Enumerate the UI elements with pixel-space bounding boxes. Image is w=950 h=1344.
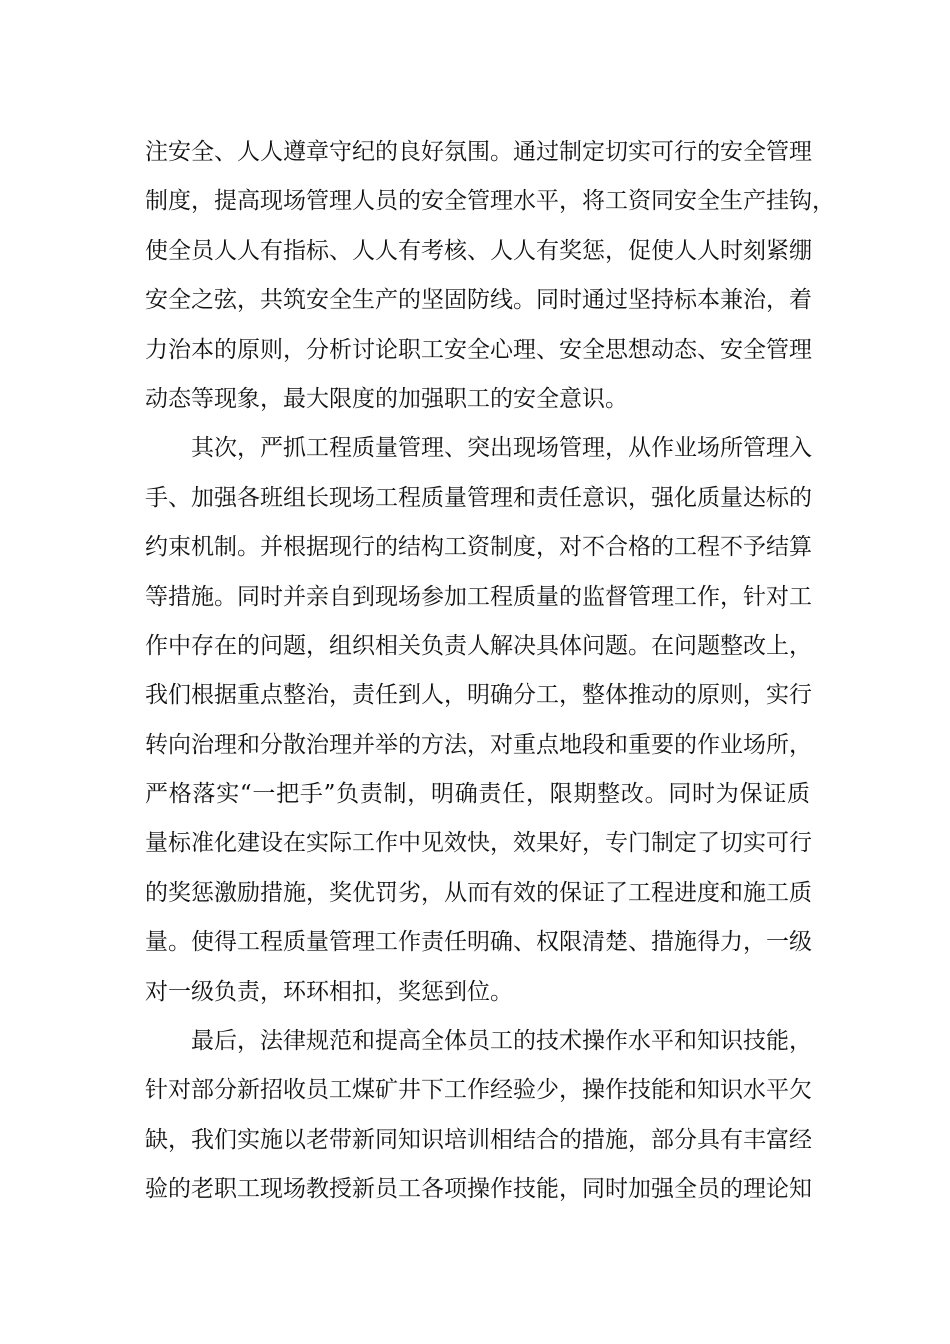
paragraph-line: 缺，我们实施以老带新同知识培训相结合的措施，部分具有丰富经 (145, 1126, 812, 1153)
paragraph-line: 其次，严抓工程质量管理、突出现场管理，从作业场所管理入 (191, 435, 812, 462)
paragraph-line: 验的老职工现场教授新员工各项操作技能，同时加强全员的理论知 (145, 1176, 812, 1203)
paragraph-line: 针对部分新招收员工煤矿井下工作经验少，操作技能和知识水平欠 (145, 1077, 812, 1104)
paragraph-line: 制度，提高现场管理人员的安全管理水平，将工资同安全生产挂钩， (145, 188, 835, 215)
paragraph-2 (145, 424, 810, 1017)
paragraph-line: 作中存在的问题，组织相关负责人解决具体问题。在问题整改上， (145, 632, 812, 659)
body-text (145, 128, 835, 1215)
paragraph-1 (145, 128, 835, 424)
paragraph-3 (145, 1017, 810, 1215)
paragraph-line: 量标准化建设在实际工作中见效快，效果好，专门制定了切实可行 (145, 830, 812, 857)
paragraph-line: 约束机制。并根据现行的结构工资制度，对不合格的工程不予结算 (145, 534, 812, 561)
paragraph-line: 动态等现象，最大限度的加强职工的安全意识。 (145, 385, 628, 412)
paragraph-line: 注安全、人人遵章守纪的良好氛围。通过制定切实可行的安全管理 (145, 139, 812, 165)
paragraph-line: 力治本的原则，分析讨论职工安全心理、安全思想动态、安全管理 (145, 336, 812, 363)
paragraph-line: 使全员人人有指标、人人有考核、人人有奖惩，促使人人时刻紧绷 (145, 237, 812, 264)
paragraph-line: 量。使得工程质量管理工作责任明确、权限清楚、措施得力，一级 (145, 929, 812, 956)
paragraph-line: 对一级负责，环环相扣，奖惩到位。 (145, 978, 513, 1005)
paragraph-line: 等措施。同时并亲自到现场参加工程质量的监督管理工作，针对工 (145, 583, 812, 610)
paragraph-line: 转向治理和分散治理并举的方法，对重点地段和重要的作业场所， (145, 731, 812, 758)
paragraph-line: 手、加强各班组长现场工程质量管理和责任意识，强化质量达标的 (145, 484, 812, 511)
paragraph-line: 安全之弦，共筑安全生产的坚固防线。同时通过坚持标本兼治，着 (145, 287, 812, 314)
paragraph-line: 的奖惩激励措施，奖优罚劣，从而有效的保证了工程进度和施工质 (145, 879, 812, 906)
paragraph-line: 我们根据重点整治，责任到人，明确分工，整体推动的原则，实行 (145, 682, 812, 709)
paragraph-line: 严格落实“一把手”负责制，明确责任，限期整改。同时为保证质 (145, 781, 810, 808)
paragraph-line: 最后，法律规范和提高全体员工的技术操作水平和知识技能， (191, 1028, 812, 1055)
